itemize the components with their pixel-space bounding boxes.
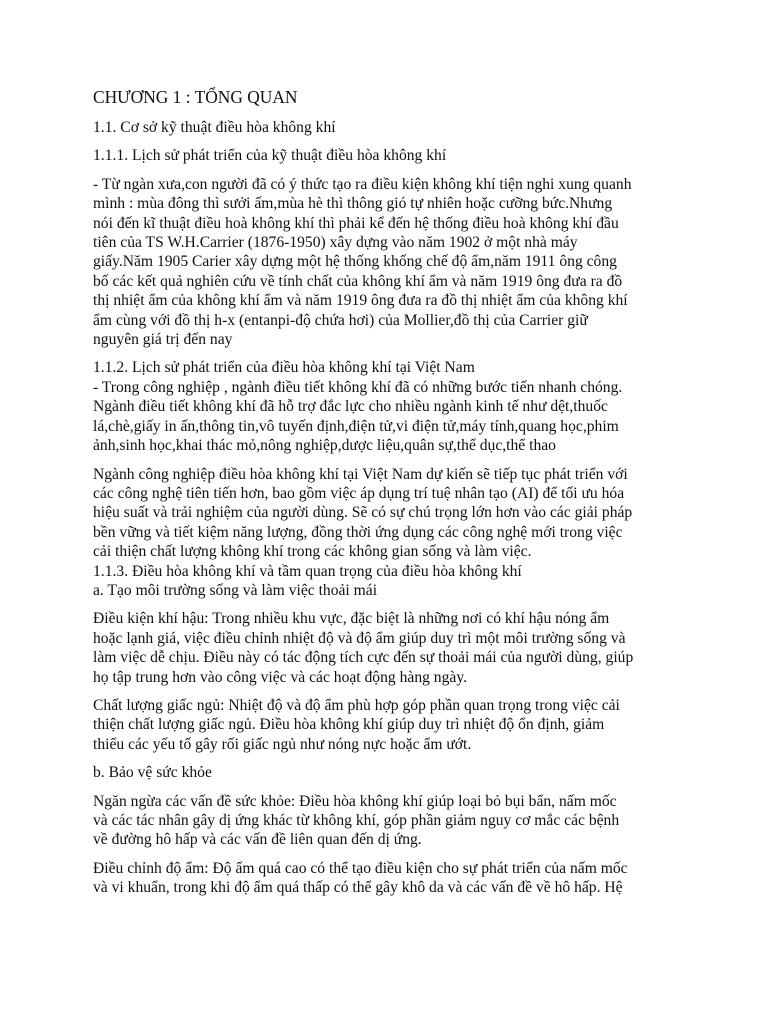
chapter-title: CHƯƠNG 1 : TỔNG QUAN — [93, 87, 298, 107]
paragraph-vietnam-outlook — [93, 465, 683, 562]
document-page — [93, 86, 683, 907]
text-line: nguyên giá trị đến nay — [93, 331, 233, 349]
text-line: Chất lượng giấc ngủ: Nhiệt độ và độ ẩm phù hợp góp phần quan trọng trong việc cải — [93, 696, 620, 714]
paragraph-history — [93, 175, 683, 350]
section-heading-1-1: 1.1. Cơ sở kỹ thuật điều hòa không khí — [93, 119, 336, 136]
text-line: Ngăn ngừa các vấn đề sức khỏe: Điều hòa không khí giúp loại bỏ bụi bẩn, nấm mốc — [93, 792, 617, 810]
text-line: họ tập trung hơn vào công việc và các hoạt động hàng ngày. — [93, 668, 468, 686]
text-line: tiên của TS W.H.Carrier (1876-1950) xây dựng vào năm 1902 ở một nhà máy — [93, 234, 578, 252]
subheading-a: a. Tạo môi trường sống và làm việc thoải mái — [93, 581, 378, 599]
paragraph-humidity — [93, 859, 683, 898]
subheading-b: b. Bảo vệ sức khỏe — [93, 764, 212, 782]
paragraph-climate — [93, 609, 683, 687]
text-line: và các tác nhân gây dị ứng khác từ không khí, góp phần giảm nguy cơ mắc các bệnh — [93, 812, 620, 829]
text-line: mình : mùa đông thì sưởi ấm,mùa hè thì thông gió tự nhiên hoặc cưỡng bức.Nhưng — [93, 195, 613, 213]
text-line: thị nhiệt ẩm của không khí ẩm và năm 1919 ông đưa ra đồ thị nhiệt ẩm của không khí — [93, 292, 628, 310]
text-line: thiểu các yếu tố gây rối giấc ngủ như nóng nực hoặc ẩm ướt. — [93, 735, 472, 753]
text-line: Ngành điều tiết không khí đã hỗ trợ đắc lực cho nhiều ngành kinh tế như dệt,thuốc — [93, 398, 608, 416]
text-line: và vi khuẩn, trong khi độ ẩm quá thấp có thể gây khô da và các vấn đề về hô hấp. Hệ — [93, 879, 623, 897]
text-line: ẩm cùng với đồ thị h-x (entanpi-độ chứa hơi) của Mollier,đồ thị của Carrier giữ — [93, 311, 588, 329]
text-line: làm việc dễ chịu. Điều này có tác động tích cực đến sự thoải mái của người dùng, giúp — [93, 649, 634, 667]
text-line: ảnh,sinh học,khai thác mỏ,nông nghiệp,dược liệu,quân sự,thể dục,thể thao — [93, 437, 556, 455]
text-line: hoặc lạnh giá, việc điều chỉnh nhiệt độ và độ ẩm giúp duy trì một môi trường sống và — [93, 629, 626, 647]
text-line: Ngành công nghiệp điều hòa không khí tại Việt Nam dự kiến sẽ tiếp tục phát triển với — [93, 465, 628, 483]
text-line: nói đến kĩ thuật điều hoà không khí thì phải kể đến hệ thống điều hoà không khí đầu — [93, 214, 619, 232]
paragraph-sleep — [93, 696, 683, 754]
text-line: về đường hô hấp và các vấn đề liên quan đến dị ứng. — [93, 831, 422, 849]
text-line: giấy.Năm 1905 Carier xây dựng một hệ thống khống chế độ ẩm,năm 1911 ông công — [93, 253, 617, 271]
text-line: Điều chỉnh độ ẩm: Độ ẩm quá cao có thể tạo điều kiện cho sự phát triển của nấm mốc — [93, 859, 628, 877]
section-heading-1-1-3: 1.1.3. Điều hòa không khí và tầm quan trọng của điều hòa không khí — [93, 562, 522, 580]
text-line: bền vững và tiết kiệm năng lượng, đồng thời ứng dụng các công nghệ mới trong việc — [93, 523, 623, 541]
text-line: Điều kiện khí hậu: Trong nhiều khu vực, đặc biệt là những nơi có khí hậu nóng ẩm — [93, 610, 610, 628]
text-line: các công nghệ tiên tiến hơn, bao gồm việc áp dụng trí tuệ nhân tạo (AI) để tối ưu hóa — [93, 484, 625, 502]
section-heading-1-1-1: 1.1.1. Lịch sử phát triển của kỹ thuật điều hòa không khí — [93, 147, 447, 165]
text-line: - Trong công nghiệp , ngành điều tiết không khí đã có những bước tiến nhanh chóng. — [93, 378, 623, 396]
text-line: lá,chè,giấy in ấn,thông tin,vô tuyến định,điện tử,vi điện tử,máy tính,quang học,phim — [93, 417, 619, 435]
paragraph-health — [93, 792, 683, 850]
paragraph-industry — [93, 378, 683, 456]
text-line: bố các kết quả nghiên cứu về tính chất của không khí ẩm và năm 1919 ông đưa ra đồ — [93, 272, 623, 290]
section-heading-1-1-2: 1.1.2. Lịch sử phát triển của điều hòa không khí tại Việt Nam — [93, 359, 475, 377]
text-line: cải thiện chất lượng không khí trong các không gian sống và làm việc. — [93, 543, 532, 561]
text-line: - Từ ngàn xưa,con người đã có ý thức tạo ra điều kiện không khí tiện nghi xung quanh — [93, 175, 632, 193]
text-line: thiện chất lượng giấc ngủ. Điều hòa không khí giúp duy trì nhiệt độ ổn định, giảm — [93, 716, 605, 734]
text-line: hiệu suất và trải nghiệm của người dùng. Sẽ có sự chú trọng lớn hơn vào các giải pháp — [93, 504, 633, 522]
